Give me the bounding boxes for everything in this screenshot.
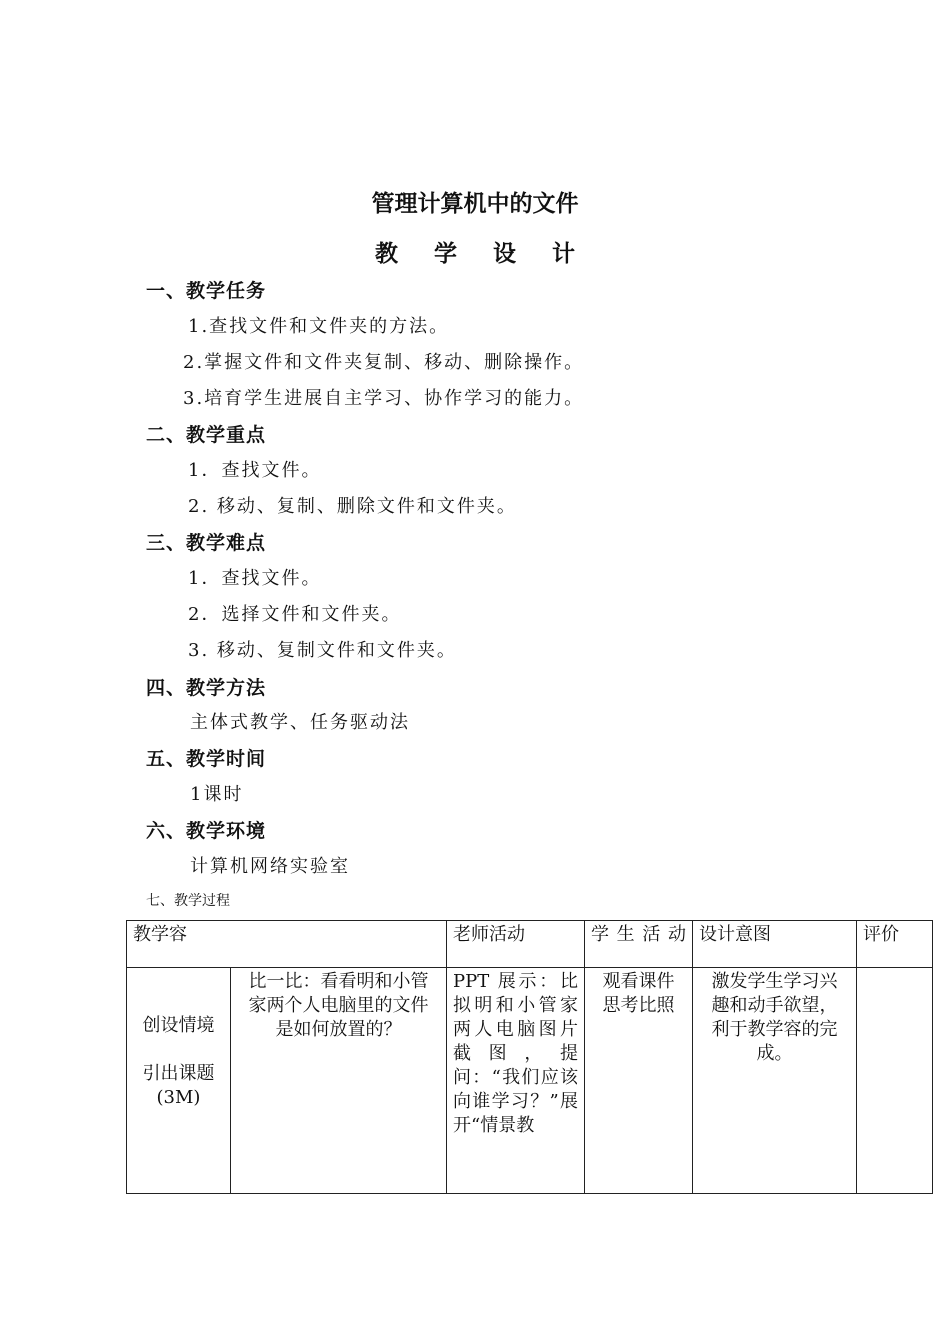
section-2-item-1: 1．查找文件。 — [188, 460, 322, 481]
section-3-item-1: 1．查找文件。 — [188, 568, 322, 589]
stage-topic: 引出课题 — [142, 1063, 215, 1084]
section-4-item-1: 主体式教学、任务驱动法 — [190, 712, 410, 733]
stage-name: 创设情境 — [142, 1015, 215, 1036]
table-header-row — [127, 921, 933, 968]
section-3-item-3: 3. 移动、复制文件和文件夹。 — [188, 640, 457, 661]
teacher-activity-cell: PPT 展示：比拟明和小管家两人电脑图片截图，提问：“我们应该向谁学习？”展开“情景教 — [447, 968, 585, 1194]
table-row — [127, 968, 933, 1194]
student-activity-2: 思考比照 — [602, 995, 675, 1016]
section-heading-1: 一、教学任务 — [146, 280, 267, 302]
student-activity-1: 观看课件 — [602, 971, 675, 992]
content-cell: 比一比：看看明和小管家两个人电脑里的文件是如何放置的？ — [231, 968, 447, 1194]
evaluation-cell — [857, 968, 933, 1194]
section-5-item-1: 1课时 — [190, 784, 244, 805]
header-intent: 设计意图 — [693, 921, 857, 968]
header-student: 学 生 活 动 — [585, 921, 693, 968]
section-heading-5: 五、教学时间 — [146, 748, 267, 770]
process-label: 七、教学过程 — [146, 893, 230, 909]
stage-duration: (3M) — [156, 1087, 201, 1108]
document-title: 管理计算机中的文件 — [371, 191, 579, 217]
stage-cell — [127, 968, 231, 1194]
document-subtitle: 教 学 设 计 — [374, 241, 590, 267]
header-content: 教学容 — [127, 921, 447, 968]
section-1-item-1: 1.查找文件和文件夹的方法。 — [188, 316, 450, 337]
section-6-item-1: 计算机网络实验室 — [190, 856, 350, 877]
section-heading-2: 二、教学重点 — [146, 424, 267, 446]
design-intent-cell: 激发学生学习兴趣和动手欲望，利于教学容的完成。 — [693, 968, 857, 1194]
student-activity-cell — [585, 968, 693, 1194]
section-heading-3: 三、教学难点 — [146, 532, 267, 554]
section-2-item-2: 2. 移动、复制、删除文件和文件夹。 — [188, 496, 517, 517]
header-teacher: 老师活动 — [447, 921, 585, 968]
header-eval: 评价 — [857, 921, 933, 968]
section-1-item-3: 3.培育学生进展自主学习、协作学习的能力。 — [183, 388, 585, 409]
teaching-process-table — [126, 920, 933, 1194]
section-heading-4: 四、教学方法 — [146, 677, 267, 699]
section-heading-6: 六、教学环境 — [146, 820, 267, 842]
section-3-item-2: 2．选择文件和文件夹。 — [188, 604, 402, 625]
section-1-item-2: 2.掌握文件和文件夹复制、移动、删除操作。 — [183, 352, 585, 373]
